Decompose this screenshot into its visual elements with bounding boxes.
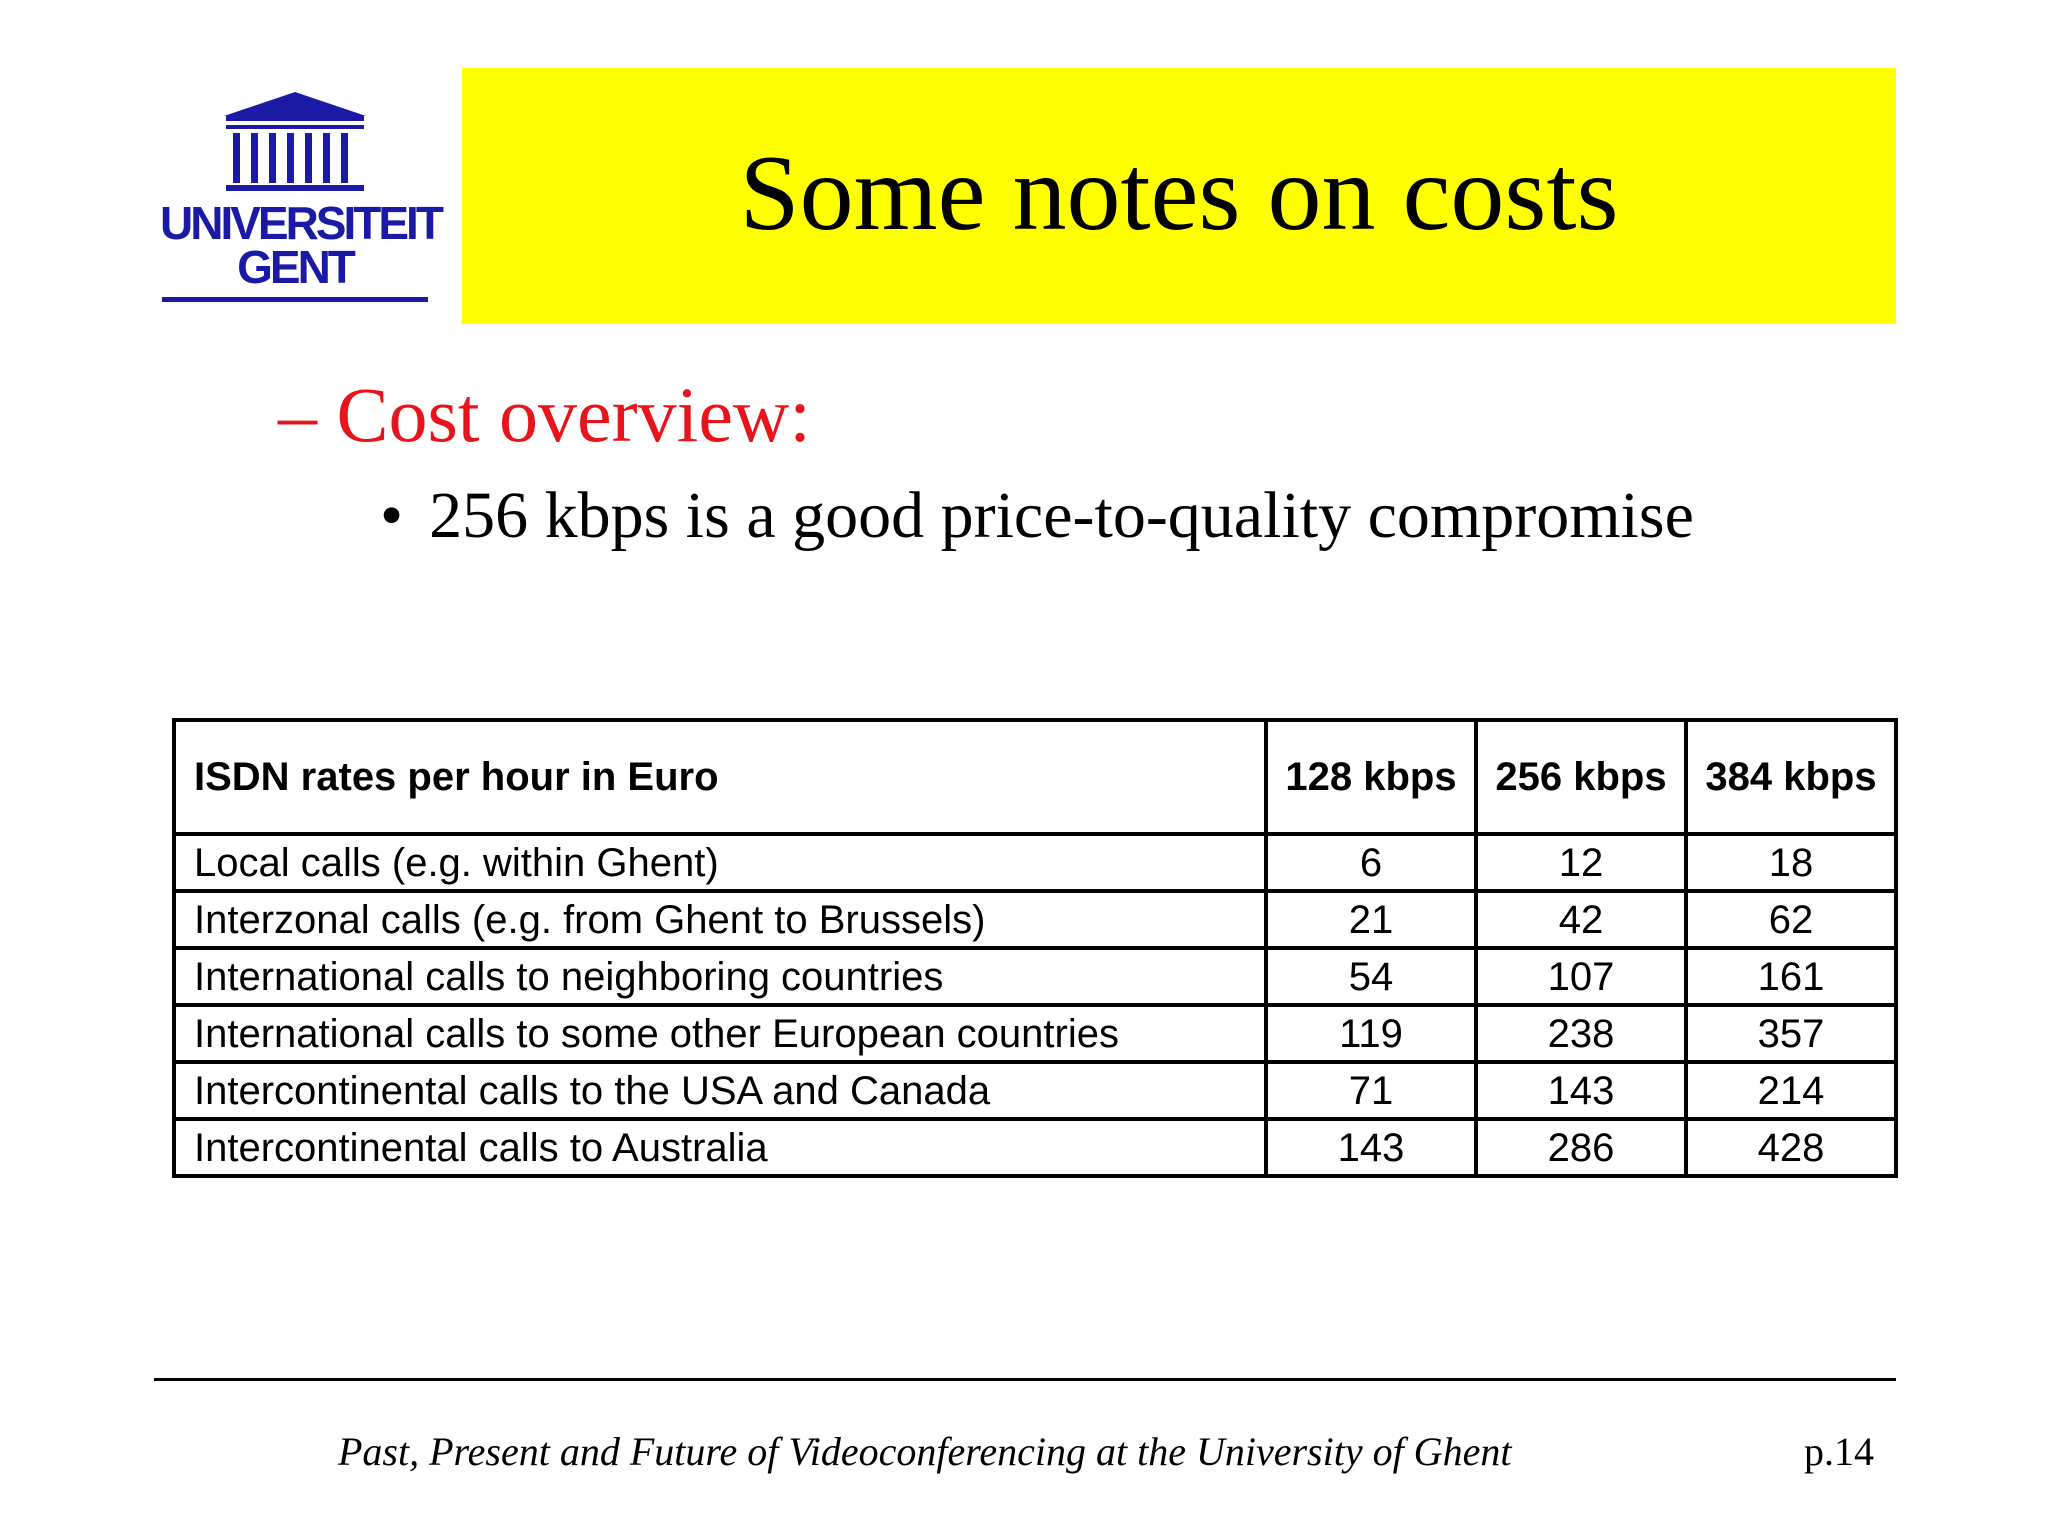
table-row bbox=[174, 1119, 1896, 1176]
row-label: Intercontinental calls to the USA and Canada bbox=[174, 1062, 1266, 1119]
rate-cell: 161 bbox=[1686, 948, 1896, 1005]
rate-cell: 214 bbox=[1686, 1062, 1896, 1119]
rate-cell: 42 bbox=[1476, 891, 1686, 948]
rate-cell: 143 bbox=[1266, 1119, 1476, 1176]
row-label: International calls to some other European countries bbox=[174, 1005, 1266, 1062]
rate-cell: 119 bbox=[1266, 1005, 1476, 1062]
table-row bbox=[174, 834, 1896, 891]
row-label: Intercontinental calls to Australia bbox=[174, 1119, 1266, 1176]
title-banner bbox=[462, 68, 1896, 324]
isdn-rates-table bbox=[172, 718, 1898, 1178]
rate-cell: 21 bbox=[1266, 891, 1476, 948]
rate-cell: 18 bbox=[1686, 834, 1896, 891]
rate-cell: 428 bbox=[1686, 1119, 1896, 1176]
bullet-symbol: • bbox=[380, 479, 404, 552]
rate-cell: 107 bbox=[1476, 948, 1686, 1005]
logo-underline bbox=[162, 297, 428, 302]
footer-title: Past, Present and Future of Videoconferencing at the University of Ghent bbox=[338, 1429, 1512, 1474]
header-cell-256: 256 kbps bbox=[1476, 720, 1686, 834]
bullet-item bbox=[380, 478, 1694, 554]
header-cell-description: ISDN rates per hour in Euro bbox=[174, 720, 1266, 834]
page-number: p.14 bbox=[1804, 1429, 1874, 1474]
footer-divider bbox=[154, 1378, 1896, 1381]
table-row bbox=[174, 1062, 1896, 1119]
rate-cell: 12 bbox=[1476, 834, 1686, 891]
bullet-text: 256 kbps is a good price-to-quality compromise bbox=[429, 479, 1694, 552]
subheading-cost-overview: – Cost overview: bbox=[278, 371, 811, 458]
building-columns-icon bbox=[160, 88, 430, 198]
header-cell-128: 128 kbps bbox=[1266, 720, 1476, 834]
table-row bbox=[174, 1005, 1896, 1062]
table-header-row bbox=[174, 720, 1896, 834]
rate-cell: 143 bbox=[1476, 1062, 1686, 1119]
row-label: International calls to neighboring countries bbox=[174, 948, 1266, 1005]
header-cell-384: 384 kbps bbox=[1686, 720, 1896, 834]
row-label: Local calls (e.g. within Ghent) bbox=[174, 834, 1266, 891]
logo-line-universiteit: UNIVERSITEIT bbox=[160, 197, 441, 249]
page-title: Some notes on costs bbox=[739, 134, 1619, 253]
row-label: Interzonal calls (e.g. from Ghent to Brussels) bbox=[174, 891, 1266, 948]
rate-cell: 71 bbox=[1266, 1062, 1476, 1119]
table-row bbox=[174, 948, 1896, 1005]
logo-line-gent: GENT bbox=[237, 241, 353, 293]
rate-cell: 54 bbox=[1266, 948, 1476, 1005]
rate-cell: 6 bbox=[1266, 834, 1476, 891]
rate-cell: 62 bbox=[1686, 891, 1896, 948]
rate-cell: 286 bbox=[1476, 1119, 1686, 1176]
university-logo bbox=[160, 88, 441, 308]
table-row bbox=[174, 891, 1896, 948]
rate-cell: 238 bbox=[1476, 1005, 1686, 1062]
rate-cell: 357 bbox=[1686, 1005, 1896, 1062]
